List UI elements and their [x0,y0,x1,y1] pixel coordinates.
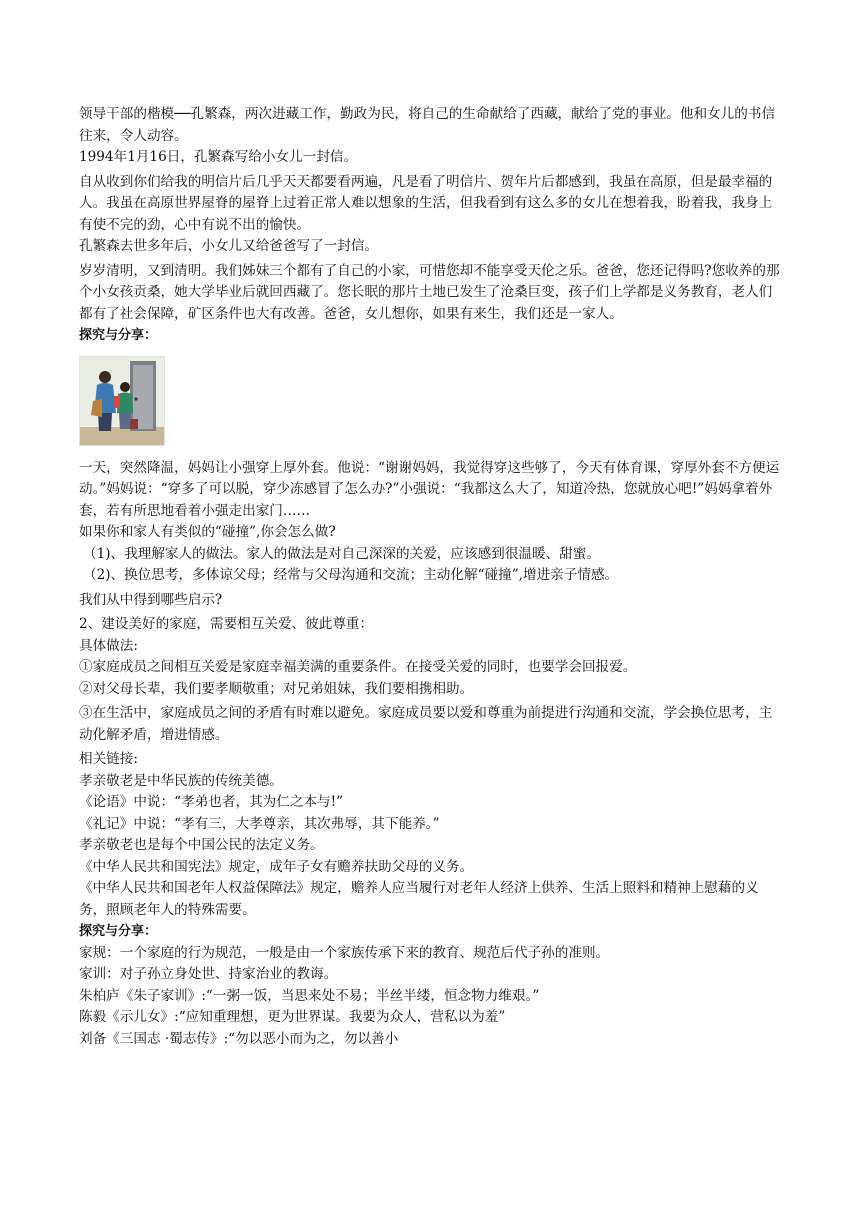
daughter-letter-paragraph: 岁岁清明，又到清明。我们姊妹三个都有了自己的小家，可惜您却不能享受天伦之乐。爸爸，您还记得吗?您收养的那个小女孩贡桑，她大学毕业后就回西藏了。您长眠的那片土地已发生了沧桑巨变，孩子们上学都是义务教育，老人们都有了社会保障，矿区条件也大有改善。爸爸，女儿想你，如果有来生，我们还是一家人。 [79,262,780,322]
letter-date-line: 1994年1月16日，孔繁森写给小女儿一封信。 [79,149,358,165]
practice-label: 具体做法: [79,637,138,654]
point-heading-2: 2、建设美好的家庭，需要相互关爱、彼此尊重： [79,616,374,632]
quote-liu-bei: 刘备《三国志 ·蜀志传》:“勿以恶小而为之，勿以善小 [79,1030,399,1047]
illustration-svg [80,357,164,445]
related-link-1: 孝亲敬老是中华民族的传统美德。 [79,772,283,789]
daughter-intro-line: 孔繁森去世多年后，小女儿又给爸爸写了一封信。 [79,238,379,254]
section-heading-explore-1: 探究与分享： [79,328,158,343]
related-link-2: 《论语》中说：“孝弟也者，其为仁之本与!” [79,794,344,810]
related-link-3: 《礼记》中说：“孝有三，大孝尊亲，其次弗辱，其下能养。” [79,815,440,832]
quote-zhu-bailu: 朱柏庐《朱子家训》:“一粥一饭，当思来处不易；半丝半缕，恒念物力维艰。” [79,987,540,1004]
family-rules-definition: 家规：一个家庭的行为规范，一般是由一个家族传承下来的教育、规范后代子孙的准则。 [79,944,610,961]
related-link-5: 《中华人民共和国宪法》规定，成年子女有赡养扶助父母的义务。 [79,858,474,875]
related-link-6: 《中华人民共和国老年人权益保障法》规定，赡养人应当履行对老年人经济上供养、生活上照料和精神上慰藉的义务，照顾老年人的特殊需要。 [79,880,759,918]
intro-paragraph: 领导干部的楷模──孔繁森，两次进藏工作，勤政为民，将自己的生命献给了西藏，献给了党的事业。他和女儿的书信往来，令人动容。 [79,106,776,144]
family-instructions-definition: 家训：对子孙立身处世、持家治业的教诲。 [79,966,338,982]
document-page [79,104,784,1050]
section-heading-explore-2: 探究与分享： [79,924,158,939]
answer-item-2: （2)、换位思考，多体谅父母；经常与父母沟通和交流；主动化解“碰撞”,增进亲子情感。 [83,567,619,583]
answer-item-1: （1)、我理解家人的做法。家人的做法是对自己深深的关爱，应该感到很温暖、甜蜜。 [83,545,600,562]
related-link-4: 孝亲敬老也是每个中国公民的法定义务。 [79,837,324,853]
question-inspiration: 我们从中得到哪些启示? [79,591,223,608]
mother-son-door-illustration [79,356,165,446]
father-letter-paragraph: 自从收到你们给我的明信片后几乎天天都要看两遍，凡是看了明信片、贺年片后都感到，我虽在高原，但是最幸福的人。我虽在高原世界屋脊的屋脊上过着正常人难以想象的生活，但我看到有这么多的女儿在想着我，盼着我，我身上有使不完的劲，心中有说不出的愉快。 [79,173,773,233]
related-links-label: 相关链接: [79,751,138,767]
practice-item-3: ③在生活中，家庭成员之间的矛盾有时难以避免。家庭成员要以爱和尊重为前提进行沟通和交流，学会换位思考，主动化解矛盾，增进情感。 [79,705,773,743]
story-paragraph: 一天，突然降温，妈妈让小强穿上厚外套。他说：“谢谢妈妈，我觉得穿这些够了，今天有体育课，穿厚外套不方便运动。”妈妈说：“穿多了可以脱，穿少冻感冒了怎么办?”小强说：“我都这么大了，知道冷热，您就放心吧!”妈妈拿着外套，若有所思地看着小强走出家门…… [79,459,780,519]
quote-chen-yi: 陈毅《示儿女》:“应知重理想，更为世界谋。我要为众人，营私以为羞” [79,1009,506,1025]
practice-item-1: ①家庭成员之间相互关爱是家庭幸福美满的重要条件。在接受关爱的同时，也要学会回报爱。 [79,659,637,675]
question-collision: 如果你和家人有类似的“碰撞”,你会怎么做? [79,524,336,540]
practice-item-2: ②对父母长辈，我们要孝顺敬重；对兄弟姐妹，我们要相携相助。 [79,680,474,697]
